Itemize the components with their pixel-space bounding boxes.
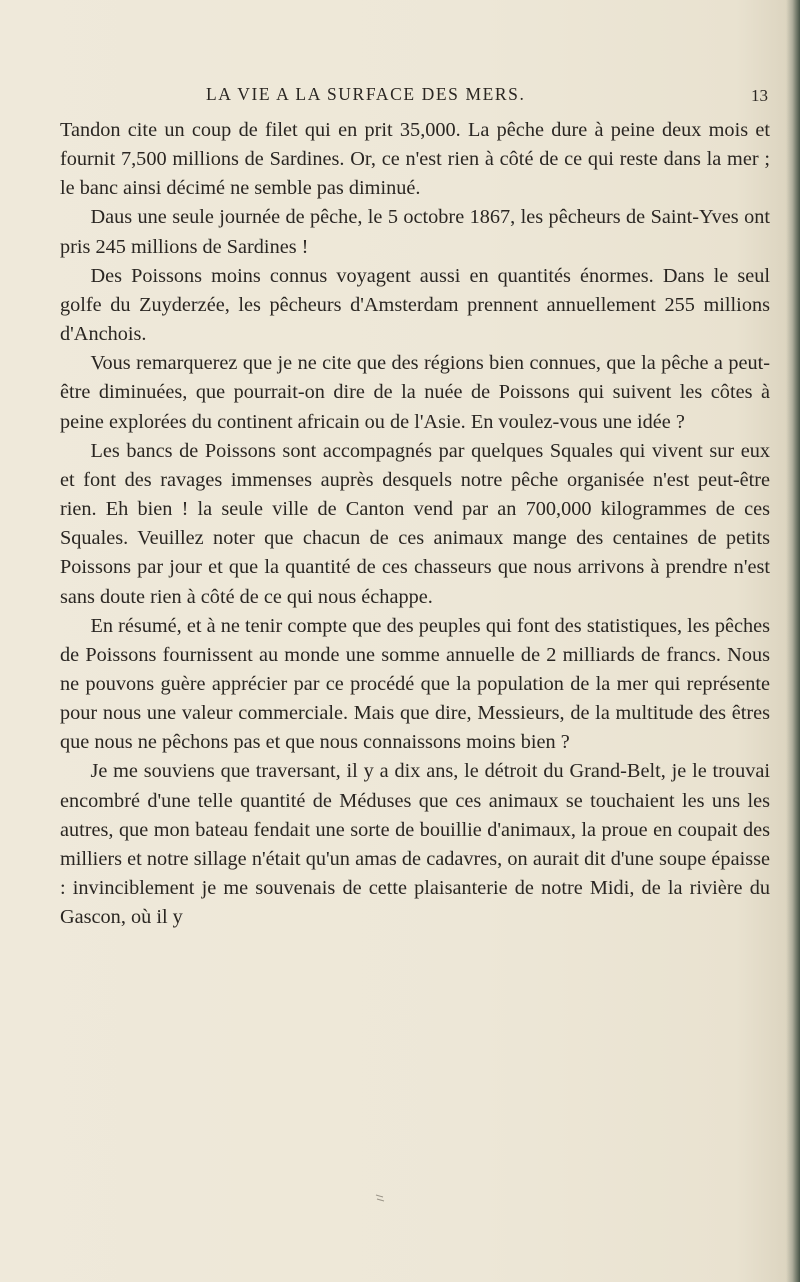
paragraph: En résumé, et à ne tenir compte que des peuples qui font des statistiques, les pêches de Poissons fournissent au monde une somme annuelle de 2 milliards de francs. Nous ne pouvons guère apprécier par ce procédé que la population de la mer qui représente pour nous une valeur commerciale. Mais que dire, Messieurs, de la multitude des êtres que nous ne pêchons pas et que nous connaissons moins bien ? (60, 614, 770, 754)
running-title: LA VIE A LA SURFACE DES MERS. (206, 84, 526, 104)
ink-mark (374, 1192, 386, 1204)
paragraph: Daus une seule journée de pêche, le 5 octobre 1867, les pêcheurs de Saint-Yves ont pris 245 millions de Sardines ! (60, 206, 770, 258)
page-number: 13 (751, 86, 768, 105)
paragraph: Vous remarquerez que je ne cite que des régions bien connues, que la pêche a peut-être diminuées, que pourrait-on dire de la nuée de Poissons qui suivent les côtes à peine explorées du continent africain ou de l'Asie. En voulez-vous une idée ? (60, 352, 770, 433)
running-head (60, 84, 768, 110)
paragraph: Des Poissons moins connus voyagent aussi en quantités énormes. Dans le seul golfe du Zuyderzée, les pêcheurs d'Amsterdam prennent annuellement 255 millions d'Anchois. (60, 264, 770, 346)
body-text (60, 116, 770, 932)
page-edge-shadow (786, 0, 800, 1282)
paragraph: Les bancs de Poissons sont accompagnés par quelques Squales qui vivent sur eux et font des ravages immenses auprès desquels notre pêche organisée n'est peut-être rien. Eh bien ! la seule ville de Canton vend par an 700,000 kilogrammes de ces Squales. Veuillez noter que chacun de ces animaux mange des centaines de petits Poissons par jour et que la quantité de ces chasseurs que nous arrivons à prendre n'est sans doute rien à côté de ce qui nous échappe. (60, 439, 770, 608)
paragraph: Je me souviens que traversant, il y a dix ans, le détroit du Grand-Belt, je le trouvai encombré d'une telle quantité de Méduses que ces animaux se touchaient les uns les autres, que mon bateau fendait une sorte de bouillie d'animaux, la proue en coupait des milliers et notre sillage n'était qu'un amas de cadavres, on aurait dit d'une soupe épaisse : invinciblement je me souvenais de cette plaisanterie de notre Midi, de la rivière du Gascon, où il y (60, 760, 770, 929)
paragraph: Tandon cite un coup de filet qui en prit 35,000. La pêche dure à peine deux mois et fournit 7,500 millions de Sardines. Or, ce n'est rien à côté de ce qui reste dans la mer ; le banc ainsi décimé ne semble pas diminué. (60, 119, 770, 200)
